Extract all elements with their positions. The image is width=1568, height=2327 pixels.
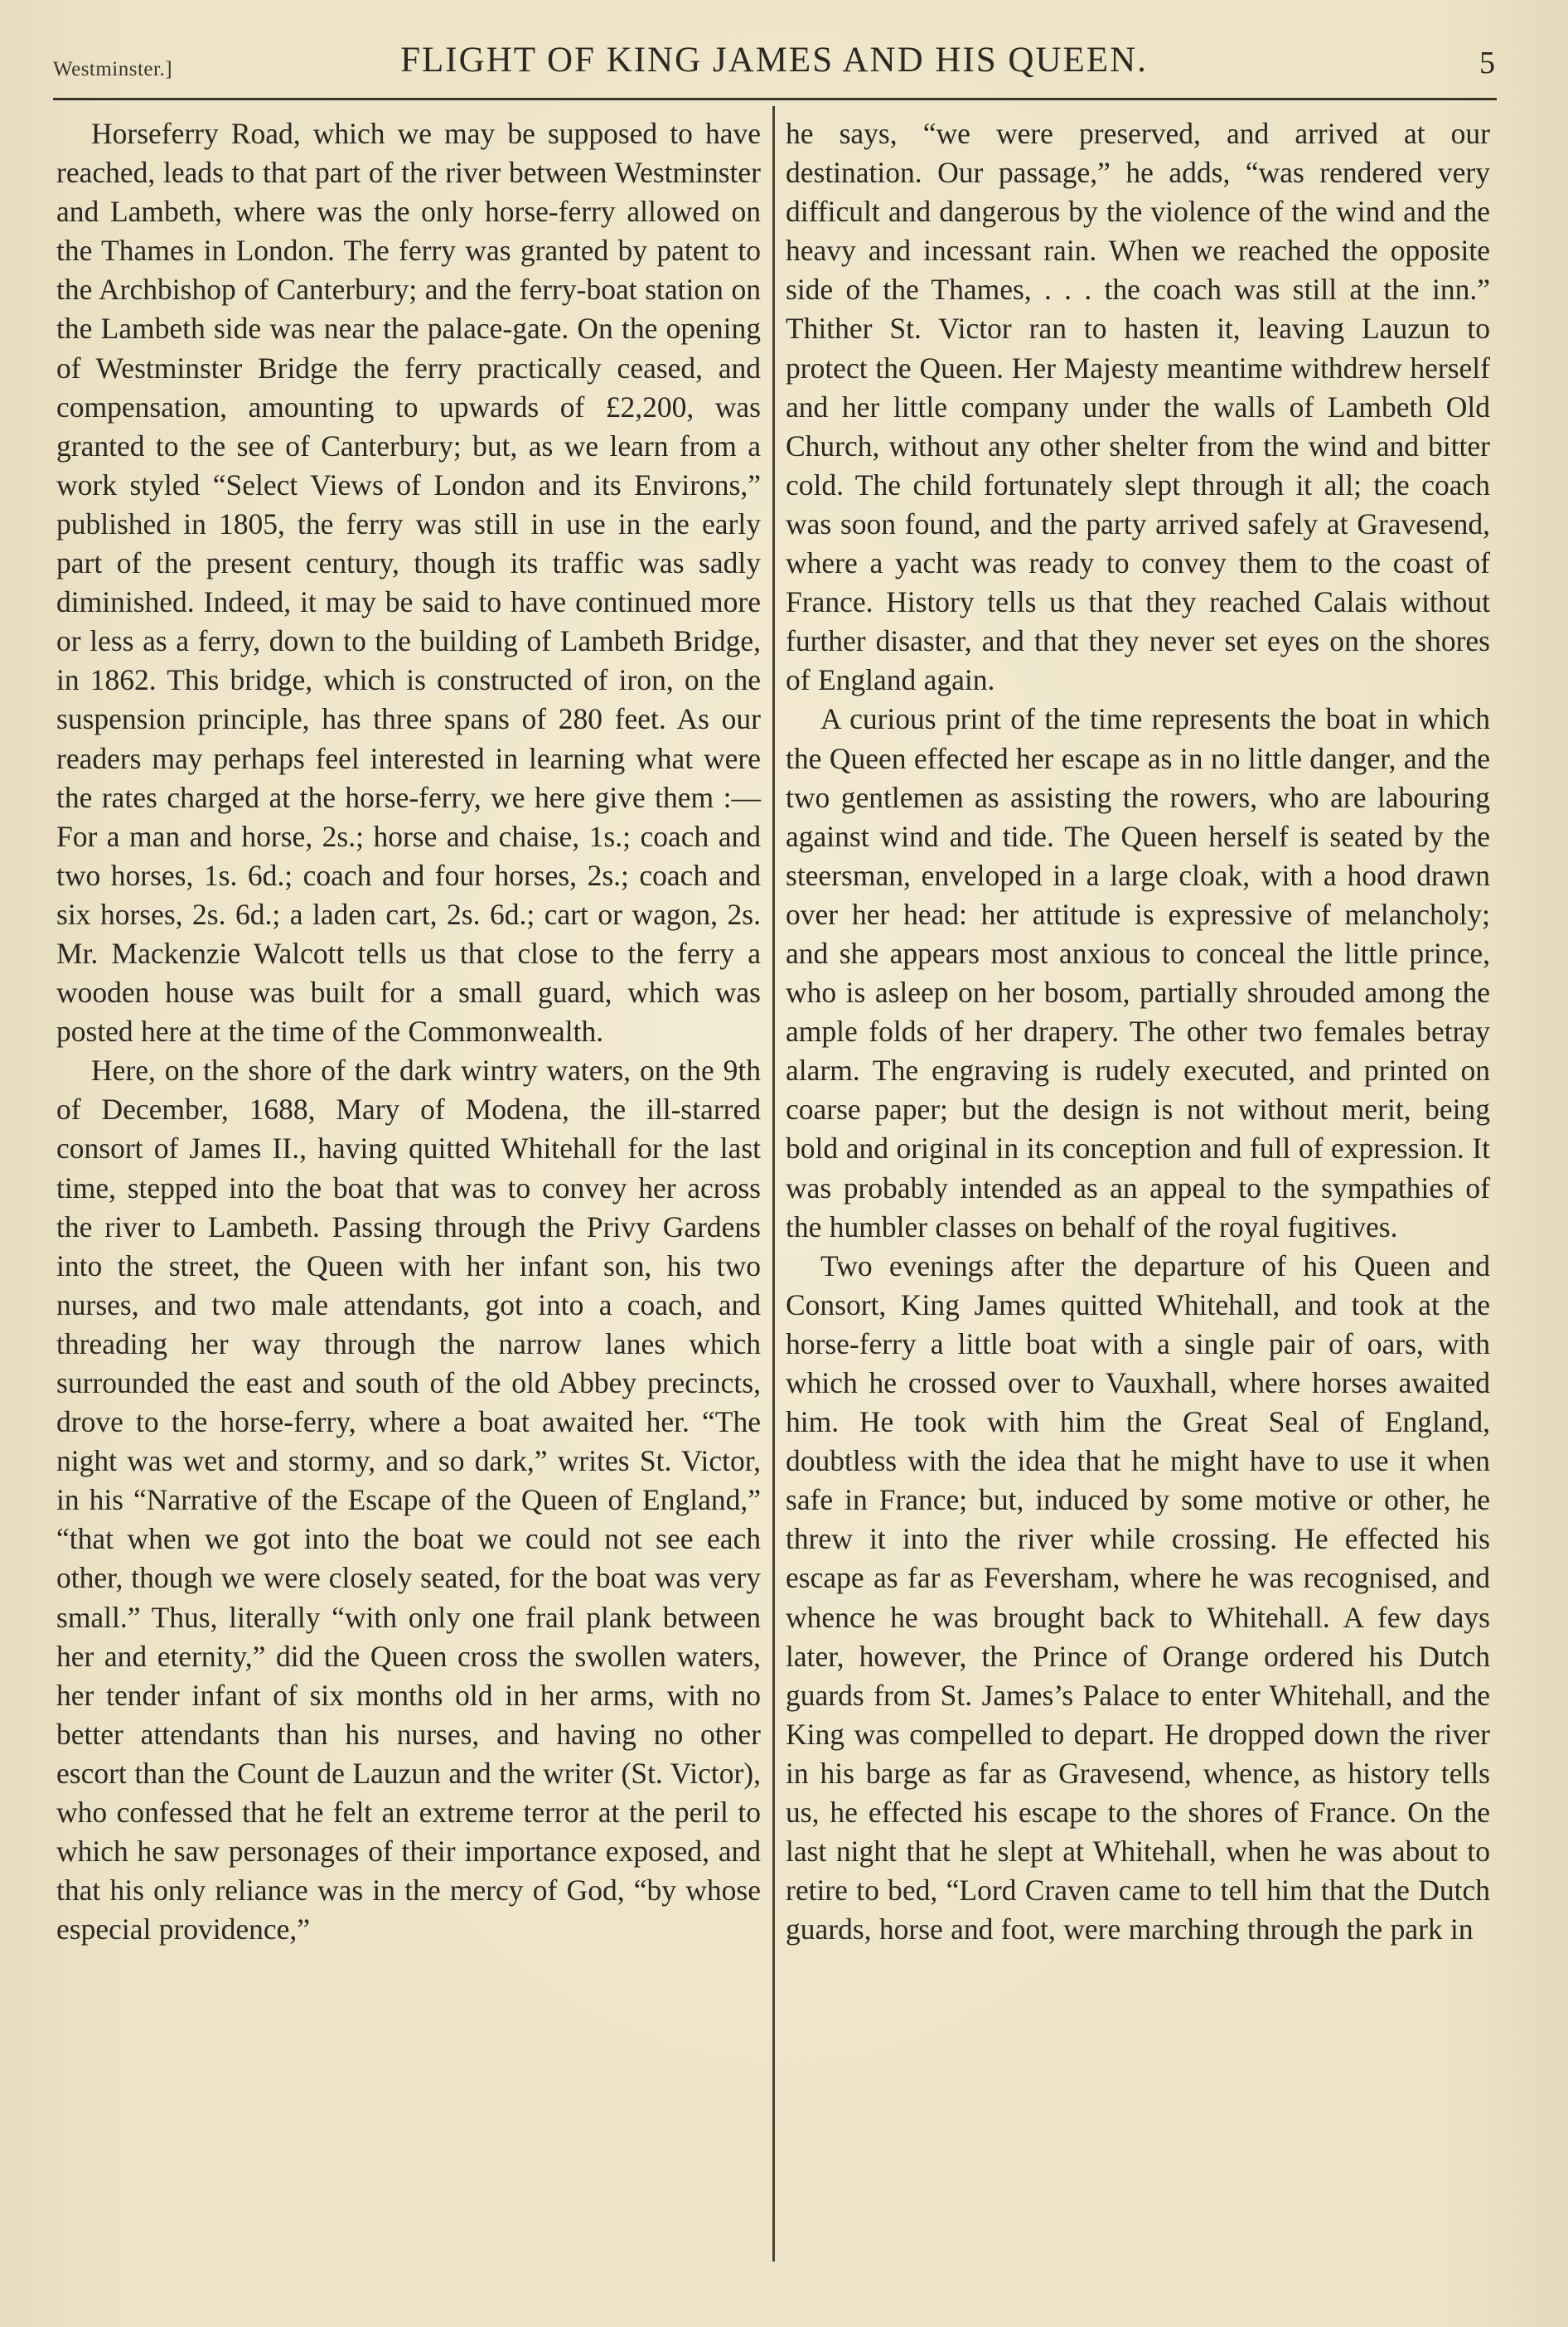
page-title: FLIGHT OF KING JAMES AND HIS QUEEN. bbox=[400, 41, 1148, 80]
left-column bbox=[56, 114, 761, 1949]
right-column bbox=[786, 114, 1490, 1949]
page-number: 5 bbox=[1479, 46, 1495, 80]
paragraph: Horseferry Road, which we may be supposed to have reached, leads to that part of the river between Westminster and Lambeth, where was the only horse-ferry allowed on the Thames in London. The ferry was granted by patent to the Archbishop of Canterbury; and the ferry-boat station on the Lambeth side was near the palace-gate. On the opening of Westminster Bridge the ferry practically ceased, and compensation, amounting to upwards of £2,200, was granted to the see of Canterbury; but, as we learn from a work styled “Select Views of London and its Environs,” published in 1805, the ferry was still in use in the early part of the present century, though its traffic was sadly diminished. Indeed, it may be said to have continued more or less as a ferry, down to the building of Lambeth Bridge, in 1862. This bridge, which is constructed of iron, on the suspension principle, has three spans of 280 feet. As our readers may perhaps feel interested in learning what were the rates charged at the horse-ferry, we here give them :—For a man and horse, 2s.; horse and chaise, 1s.; coach and two horses, 1s. 6d.; coach and four horses, 2s.; coach and six horses, 2s. 6d.; a laden cart, 2s. 6d.; cart or wagon, 2s. Mr. Mackenzie Walcott tells us that close to the ferry a wooden house was built for a small guard, which was posted here at the time of the Commonwealth. bbox=[56, 117, 761, 1049]
header-rule bbox=[53, 98, 1497, 100]
paragraph: Here, on the shore of the dark wintry waters, on the 9th of December, 1688, Mary of Modena, the ill-starred consort of James II., having quitted Whitehall for the last time, stepped into the boat that was to convey her across the river to Lambeth. Passing through the Privy Gardens into the street, the Queen with her infant son, his two nurses, and two male attendants, got into a coach, and threading her way through the narrow lanes which surrounded the east and south of the old Abbey precincts, drove to the horse-ferry, where a boat awaited her. “The night was wet and stormy, and so dark,” writes St. Victor, in his “Narrative of the Escape of the Queen of England,” “that when we got into the boat we could not see each other, though we were closely seated, for the boat was very small.” Thus, literally “with only one frail plank between her and eternity,” did the Queen cross the swollen waters, her tender infant of six months old in her arms, with no better attendants than his nurses, and having no other escort than the Count de Lauzun and the writer (St. Victor), who confessed that he felt an extreme terror at the peril to which he saw personages of their importance exposed, and that his only reliance was in the mercy of God, “by whose especial providence,” bbox=[56, 1054, 761, 1946]
paragraph: Two evenings after the departure of his Queen and Consort, King James quitted Whitehall, and took at the horse-ferry a little boat with a single pair of oars, with which he crossed over to Vauxhall, where horses awaited him. He took with him the Great Seal of England, doubtless with the idea that he might have to use it when safe in France; but, induced by some motive or other, he threw it into the river while crossing. He effected his escape as far as Feversham, where he was recognised, and whence he was brought back to Whitehall. A few days later, however, the Prince of Orange ordered his Dutch guards from St. James’s Palace to enter Whitehall, and the King was compelled to depart. He dropped down the river in his barge as far as Gravesend, whence, as history tells us, he effected his escape to the shores of France. On the last night that he slept at Whitehall, when he was about to retire to bed, “Lord Craven came to tell him that the Dutch guards, horse and foot, were marching through the park in bbox=[786, 1248, 1490, 1946]
column-divider bbox=[772, 106, 775, 2262]
paragraph: A curious print of the time represents the boat in which the Queen effected her escape as in no little danger, and the two gentlemen as assisting the rowers, who are labouring against wind and tide. The Queen herself is seated by the steersman, enveloped in a large cloak, with a hood drawn over her head: her attitude is expressive of melancholy; and she appears most anxious to conceal the little prince, who is asleep on her bosom, partially shrouded among the ample folds of her drapery. The other two females betray alarm. The engraving is rudely executed, and printed on coarse paper; but the design is not without merit, being bold and original in its conception and full of expression. It was probably intended as an appeal to the sympathies of the humbler classes on behalf of the royal fugitives. bbox=[786, 702, 1490, 1243]
running-head bbox=[53, 33, 1495, 99]
paragraph-continued: he says, “we were preserved, and arrived at our destination. Our passage,” he adds, “was rendered very difficult and dangerous by the violence of the wind and the heavy and incessant rain. When we reached the opposite side of the Thames, . . . the coach was still at the inn.” Thither St. Victor ran to hasten it, leaving Lauzun to protect the Queen. Her Majesty meantime withdrew herself and her little company under the walls of Lambeth Old Church, without any other shelter from the wind and bitter cold. The child fortunately slept through it all; the coach was soon found, and the party arrived safely at Gravesend, where a yacht was ready to convey them to the coast of France. History tells us that they reached Calais without further disaster, and that they never set eyes on the shores of England again. bbox=[786, 117, 1490, 697]
section-label: Westminster.] bbox=[53, 58, 173, 80]
